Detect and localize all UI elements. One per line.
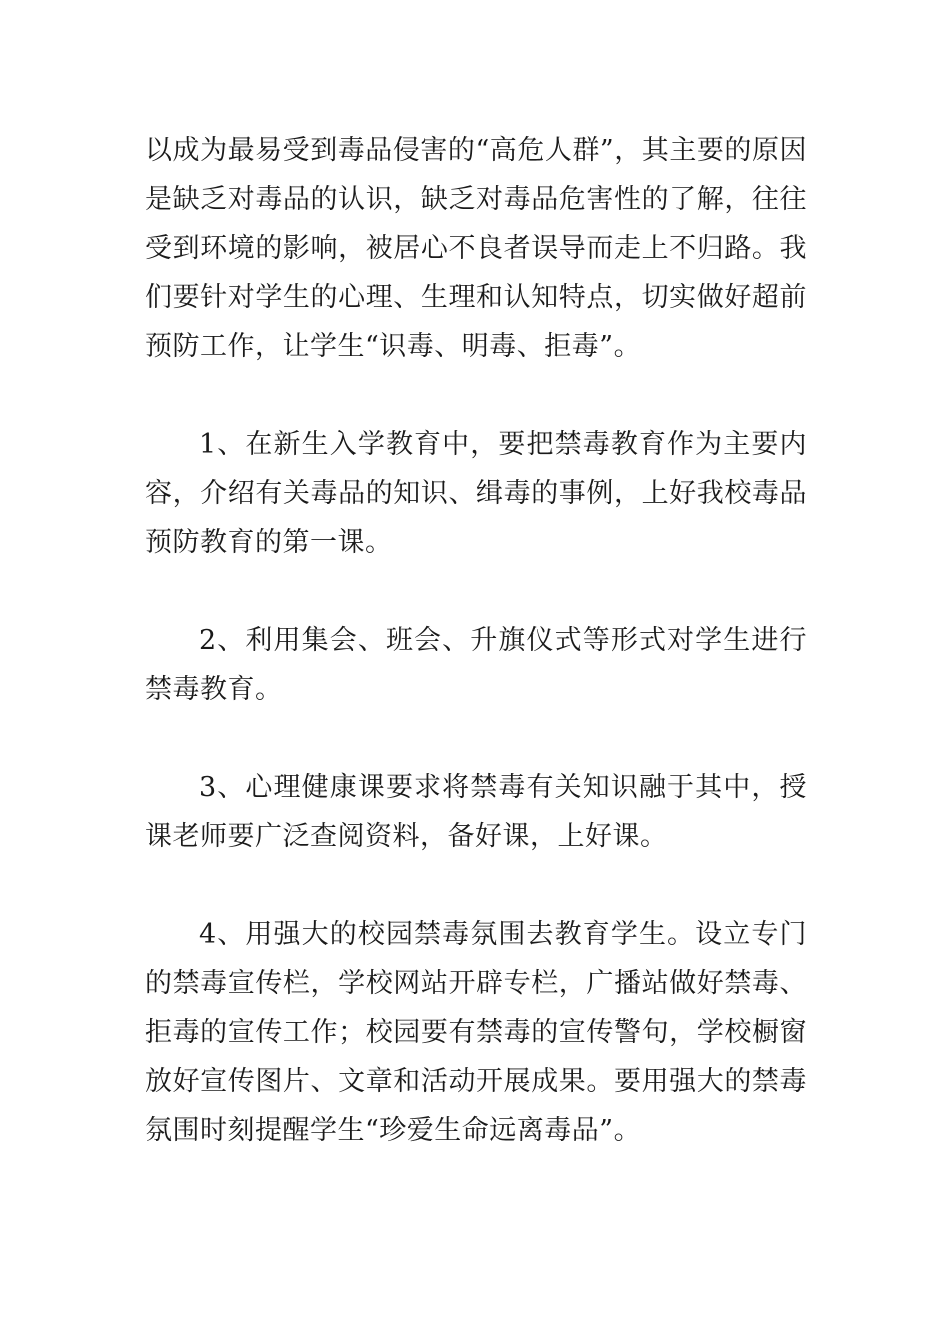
document-body <box>145 126 807 1204</box>
paragraph-item-1: 1、在新生入学教育中，要把禁毒教育作为主要内容，介绍有关毒品的知识、缉毒的事例，上好我校毒品预防教育的第一课。 <box>145 429 807 558</box>
paragraph-item-2: 2、利用集会、班会、升旗仪式等形式对学生进行禁毒教育。 <box>145 625 807 705</box>
paragraph-item-4: 4、用强大的校园禁毒氛围去教育学生。设立专门的禁毒宣传栏，学校网站开辟专栏，广播站做好禁毒、拒毒的宣传工作；校园要有禁毒的宣传警句，学校橱窗放好宣传图片、文章和活动开展成果。要用强大的禁毒氛围时刻提醒学生“珍爱生命远离毒品”。 <box>145 919 807 1146</box>
paragraph-intro-continuation: 以成为最易受到毒品侵害的“高危人群”，其主要的原因是缺乏对毒品的认识，缺乏对毒品危害性的了解，往往受到环境的影响，被居心不良者误导而走上不归路。我们要针对学生的心理、生理和认知特点，切实做好超前预防工作，让学生“识毒、明毒、拒毒”。 <box>145 135 807 362</box>
paragraph-item-3: 3、心理健康课要求将禁毒有关知识融于其中，授课老师要广泛查阅资料，备好课，上好课。 <box>145 772 807 852</box>
